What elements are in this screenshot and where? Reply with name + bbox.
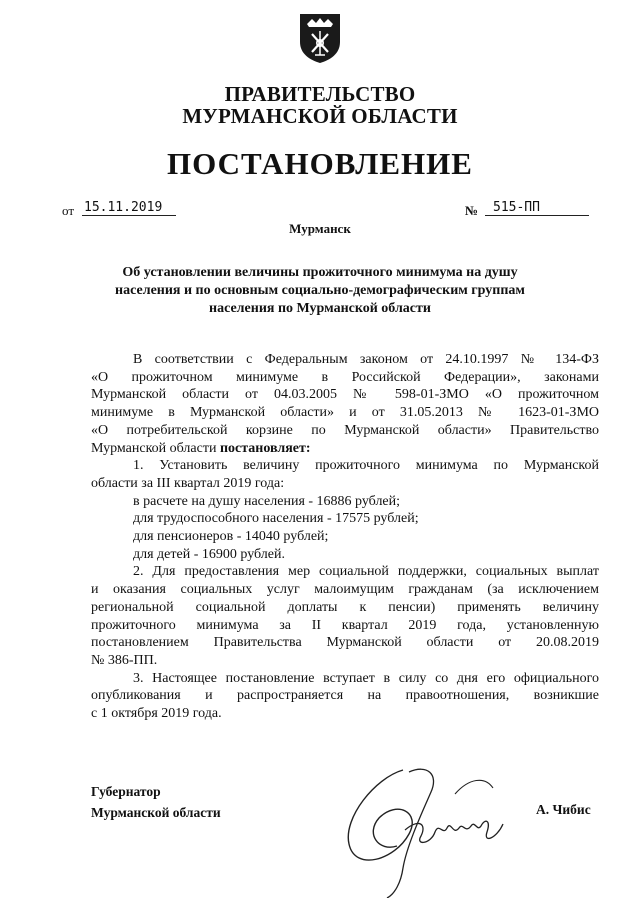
body-line: Мурманской области от 04.03.2005 № 598-01-ЗМО «О прожиточном [91, 387, 599, 403]
value-line-pensioners: для пенсионеров - 14040 рублей; [133, 529, 329, 545]
value-line-per-capita: в расчете на душу населения - 16886 рублей; [133, 493, 401, 509]
body-line [91, 440, 599, 458]
number-label: № [465, 203, 479, 218]
item-3-line: опубликования и распространяется на правоотношения, возникшие [91, 688, 599, 704]
item-3-line: с 1 октября 2019 года. [91, 706, 222, 722]
value-line-children: для детей - 16900 рублей. [133, 546, 285, 562]
subject-line: населения по Мурманской области [209, 301, 431, 316]
body-line: «О потребительской корзине по Мурманской области» Правительство [91, 422, 599, 438]
signatory-title [91, 781, 221, 823]
subject-line: населения и по основным социально-демографическим группам [115, 283, 525, 298]
murmansk-coat-of-arms-icon [298, 12, 342, 64]
document-subject [90, 264, 550, 318]
document-body [91, 351, 599, 723]
city-name: Мурманск [289, 221, 351, 236]
date-value: 15.11.2019 [82, 200, 176, 216]
body-line: В соответствии с Федеральным законом от 24.10.1997 № 134-ФЗ [133, 352, 599, 367]
government-title-line1: ПРАВИТЕЛЬСТВО [224, 82, 416, 106]
item-2-line: и оказания социальных услуг малоимущим гражданам (за исключением [91, 582, 599, 598]
subject-line: Об установлении величины прожиточного минимума на душу [122, 265, 518, 280]
signatory-name: А. Чибис [536, 802, 591, 817]
item-2-line: постановлением Правительства Мурманской области от 20.08.2019 [91, 635, 599, 651]
document-type-title: ПОСТАНОВЛЕНИЕ [167, 146, 473, 181]
handwritten-signature-icon [335, 748, 525, 898]
body-line: «О прожиточном минимуме в Российской Федерации», законами [91, 369, 599, 385]
body-text: Мурманской области [91, 440, 220, 456]
government-title-line2: МУРМАНСКОЙ ОБЛАСТИ [182, 104, 458, 128]
item-1-line: области за III квартал 2019 года: [91, 475, 285, 491]
number-value: 515-ПП [485, 200, 589, 216]
decree-verb: постановляет: [219, 440, 311, 456]
item-2-line: 2. Для предоставления мер социальной поддержки, социальных выплат [133, 564, 599, 580]
item-3-line: 3. Настоящее постановление вступает в силу со дня его официального [133, 670, 599, 686]
item-2-line: прожиточного минимума за II квартал 2019 года, установленную [91, 617, 599, 633]
date-label: от [62, 203, 75, 218]
value-line-working-age: для трудоспособного населения - 17575 рублей; [133, 511, 419, 527]
item-2-line: № 386-ПП. [91, 652, 158, 668]
signatory-title-line: Мурманской области [91, 805, 221, 820]
item-1-line: 1. Установить величину прожиточного минимума по Мурманской [133, 458, 599, 474]
item-2-line: региональной социальной доплаты к пенсии) применять величину [91, 599, 599, 615]
signatory-title-line: Губернатор [91, 784, 161, 799]
body-line: минимуме в Мурманской области» и от 31.05.2013 № 1623-01-ЗМО [91, 405, 599, 421]
